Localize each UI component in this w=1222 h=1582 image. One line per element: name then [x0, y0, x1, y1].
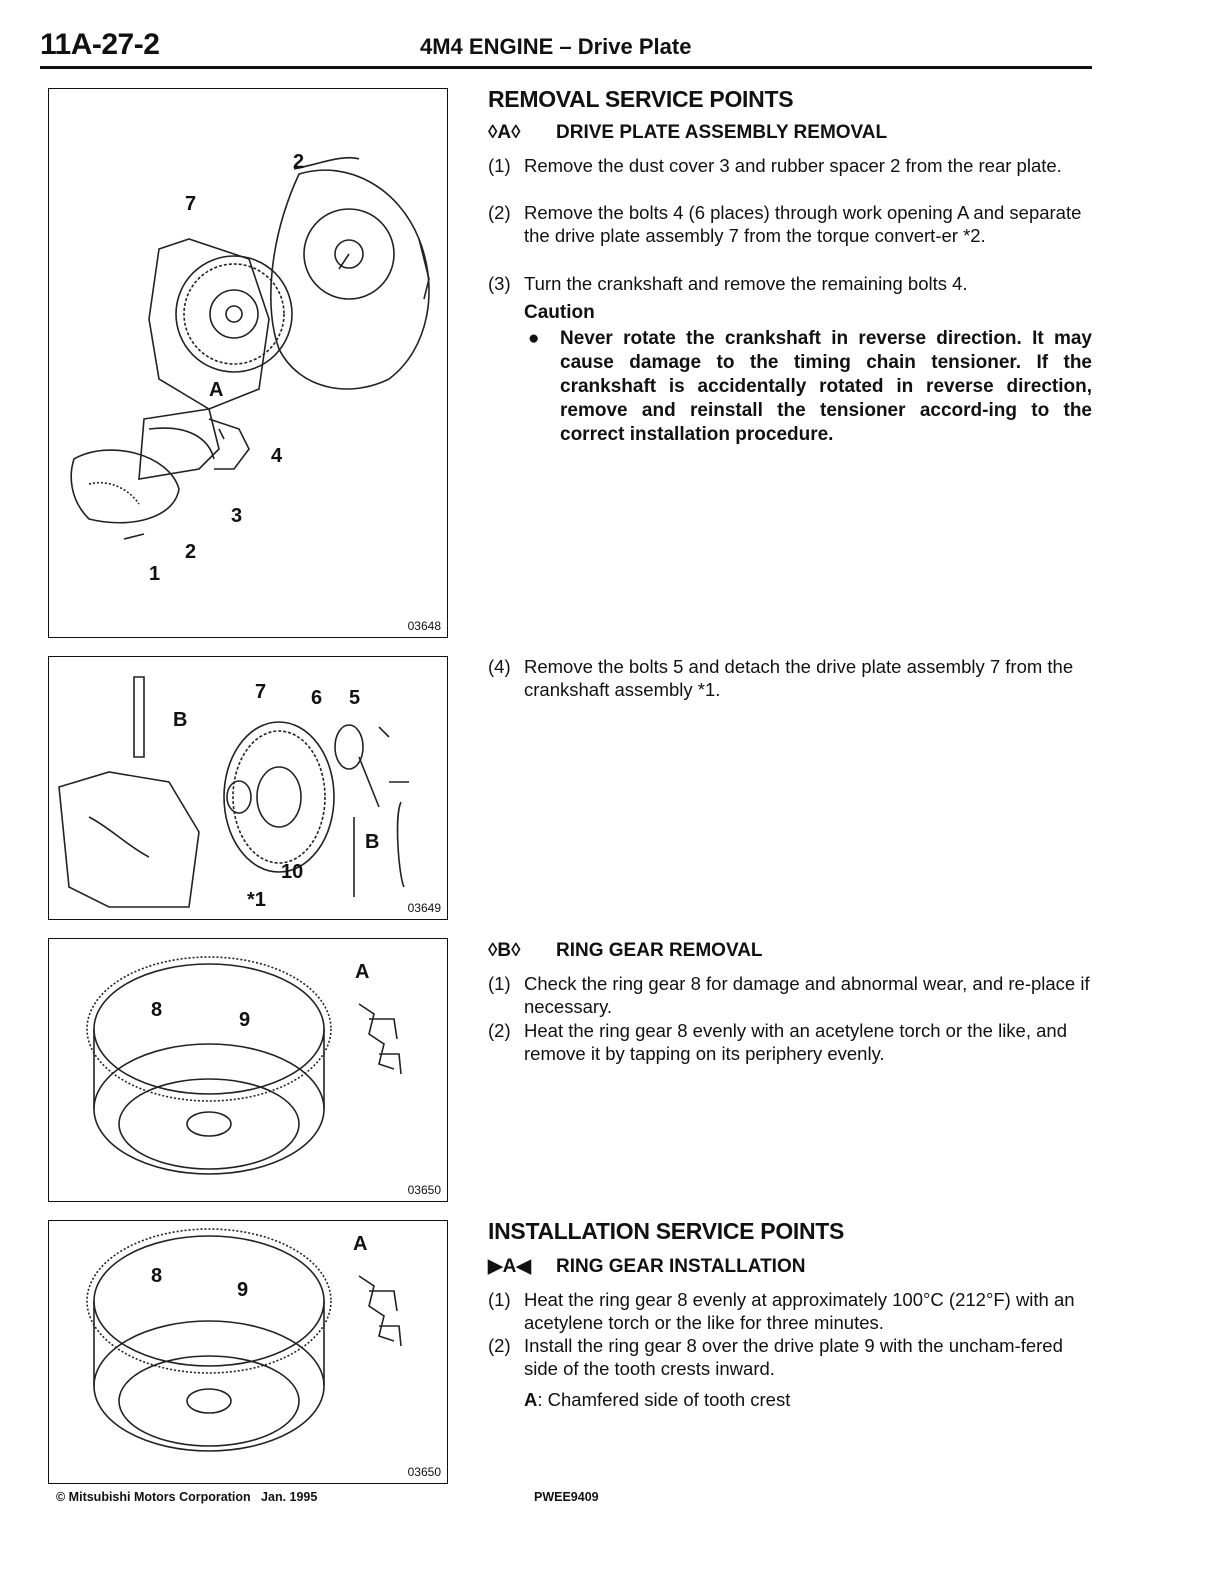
- installation-mark-a: ▶A◀: [488, 1256, 531, 1277]
- ring-gear-removal-heading: [488, 940, 763, 962]
- fig4-label-8: 8: [151, 1265, 163, 1287]
- step-number: (3): [488, 273, 511, 294]
- step-text: Turn the crankshaft and remove the remaining bolts 4.: [524, 273, 968, 294]
- drive-plate-removal-title: DRIVE PLATE ASSEMBLY REMOVAL: [556, 122, 888, 143]
- installation-section-title: INSTALLATION SERVICE POINTS: [488, 1218, 845, 1244]
- removal-section-title: REMOVAL SERVICE POINTS: [488, 86, 794, 112]
- install-step-1: [488, 1288, 1092, 1334]
- install-step-2: [488, 1334, 1092, 1380]
- page-number: 11A-27-2: [40, 28, 160, 61]
- figure-number: 03649: [407, 901, 441, 915]
- step-text: Heat the ring gear 8 evenly at approximately 100°C (212°F) with an acetylene torch or the like for three minutes.: [524, 1289, 1075, 1333]
- fig1-label-A: A: [209, 379, 224, 401]
- removal-step-2: [488, 201, 1092, 247]
- step-number: (1): [488, 155, 511, 176]
- page-title: 4M4 ENGINE – Drive Plate: [420, 34, 692, 59]
- fig2-label-5: 5: [349, 687, 361, 709]
- fig2-label-star1: *1: [247, 889, 266, 911]
- removal-mark-a: ◊A◊: [488, 122, 521, 143]
- step-number: (2): [488, 1335, 511, 1356]
- figure-ring-gear-installation: [48, 1220, 448, 1484]
- removal-step-4: [488, 655, 1092, 701]
- ring-gear-installation-heading: [488, 1255, 805, 1278]
- caution-label: Caution: [524, 302, 595, 323]
- ring-gear-illustration: [49, 939, 447, 1201]
- ring-gear-installation-title: RING GEAR INSTALLATION: [556, 1256, 806, 1277]
- fig1-label-4: 4: [271, 445, 283, 467]
- ring-gear-removal-title: RING GEAR REMOVAL: [556, 940, 763, 961]
- figure-number: 03650: [407, 1183, 441, 1197]
- fig2-label-B-left: B: [173, 709, 188, 731]
- fig4-label-A: A: [353, 1233, 368, 1255]
- removal-mark-b: ◊B◊: [488, 940, 521, 961]
- fig3-label-8: 8: [151, 999, 163, 1021]
- ring-removal-step-1: [488, 972, 1092, 1018]
- ring-removal-step-2: [488, 1019, 1092, 1065]
- figure-crankshaft-drive-plate: [48, 656, 448, 920]
- fig2-label-7: 7: [255, 681, 267, 703]
- bullet-dot: ●: [528, 328, 540, 349]
- removal-step-1: [488, 154, 1092, 177]
- fig4-label-9: 9: [237, 1279, 249, 1301]
- fig1-label-3: 3: [231, 505, 243, 527]
- figure-drive-plate-exploded: [48, 88, 448, 638]
- step-text: Heat the ring gear 8 evenly with an acetylene torch or the like, and remove it by tapping on its periphery evenly.: [524, 1020, 1067, 1064]
- step-number: (2): [488, 1020, 511, 1041]
- step-text: Remove the dust cover 3 and rubber spacer 2 from the rear plate.: [524, 155, 1062, 176]
- step-text: Remove the bolts 4 (6 places) through work opening A and separate the drive plate assembly 7 from the torque convert-er *2.: [524, 202, 1082, 246]
- drive-plate-removal-heading: [488, 122, 887, 144]
- crankshaft-drive-plate-illustration: [49, 657, 447, 919]
- step-number: (1): [488, 973, 511, 994]
- removal-step-3: [488, 272, 1092, 295]
- fig3-label-A: A: [355, 961, 370, 983]
- fig2-label-6: 6: [311, 687, 323, 709]
- fig3-label-9: 9: [239, 1009, 251, 1031]
- note-key: A: [524, 1389, 538, 1410]
- footer-copyright: © Mitsubishi Motors Corporation Jan. 1995: [56, 1490, 318, 1504]
- step-number: (1): [488, 1289, 511, 1310]
- footer-code: PWEE9409: [534, 1490, 599, 1504]
- step-number: (2): [488, 202, 511, 223]
- fig1-label-2-bottom: 2: [185, 541, 197, 563]
- fig2-label-B-right: B: [365, 831, 380, 853]
- step-text: Install the ring gear 8 over the drive plate 9 with the uncham-fered side of the tooth crests inward.: [524, 1335, 1063, 1379]
- fig1-label-7: 7: [185, 193, 197, 215]
- step-text: Remove the bolts 5 and detach the drive plate assembly 7 from the crankshaft assembly *1.: [524, 656, 1074, 700]
- install-note: [524, 1388, 790, 1411]
- engine-drive-plate-illustration: [49, 89, 447, 637]
- step-number: (4): [488, 656, 511, 677]
- figure-number: 03648: [407, 619, 441, 633]
- header-rule: [40, 66, 1092, 69]
- note-text: : Chamfered side of tooth crest: [537, 1389, 791, 1410]
- caution-bullet: [524, 327, 1092, 447]
- fig1-label-2-top: 2: [293, 151, 305, 173]
- fig1-label-1: 1: [149, 563, 161, 585]
- step-text: Check the ring gear 8 for damage and abnormal wear, and re-place if necessary.: [524, 973, 1090, 1017]
- fig2-label-10: 10: [281, 861, 304, 883]
- figure-ring-gear-removal: [48, 938, 448, 1202]
- figure-number: 03650: [407, 1465, 441, 1479]
- caution-text: Never rotate the crankshaft in reverse direction. It may cause damage to the timing chain tensioner. If the crankshaft is accidentally rotated in reverse direction, remove and reinstall the tensioner accord-ing to the correct installation procedure.: [560, 328, 1092, 445]
- ring-gear-illustration: [49, 1221, 447, 1483]
